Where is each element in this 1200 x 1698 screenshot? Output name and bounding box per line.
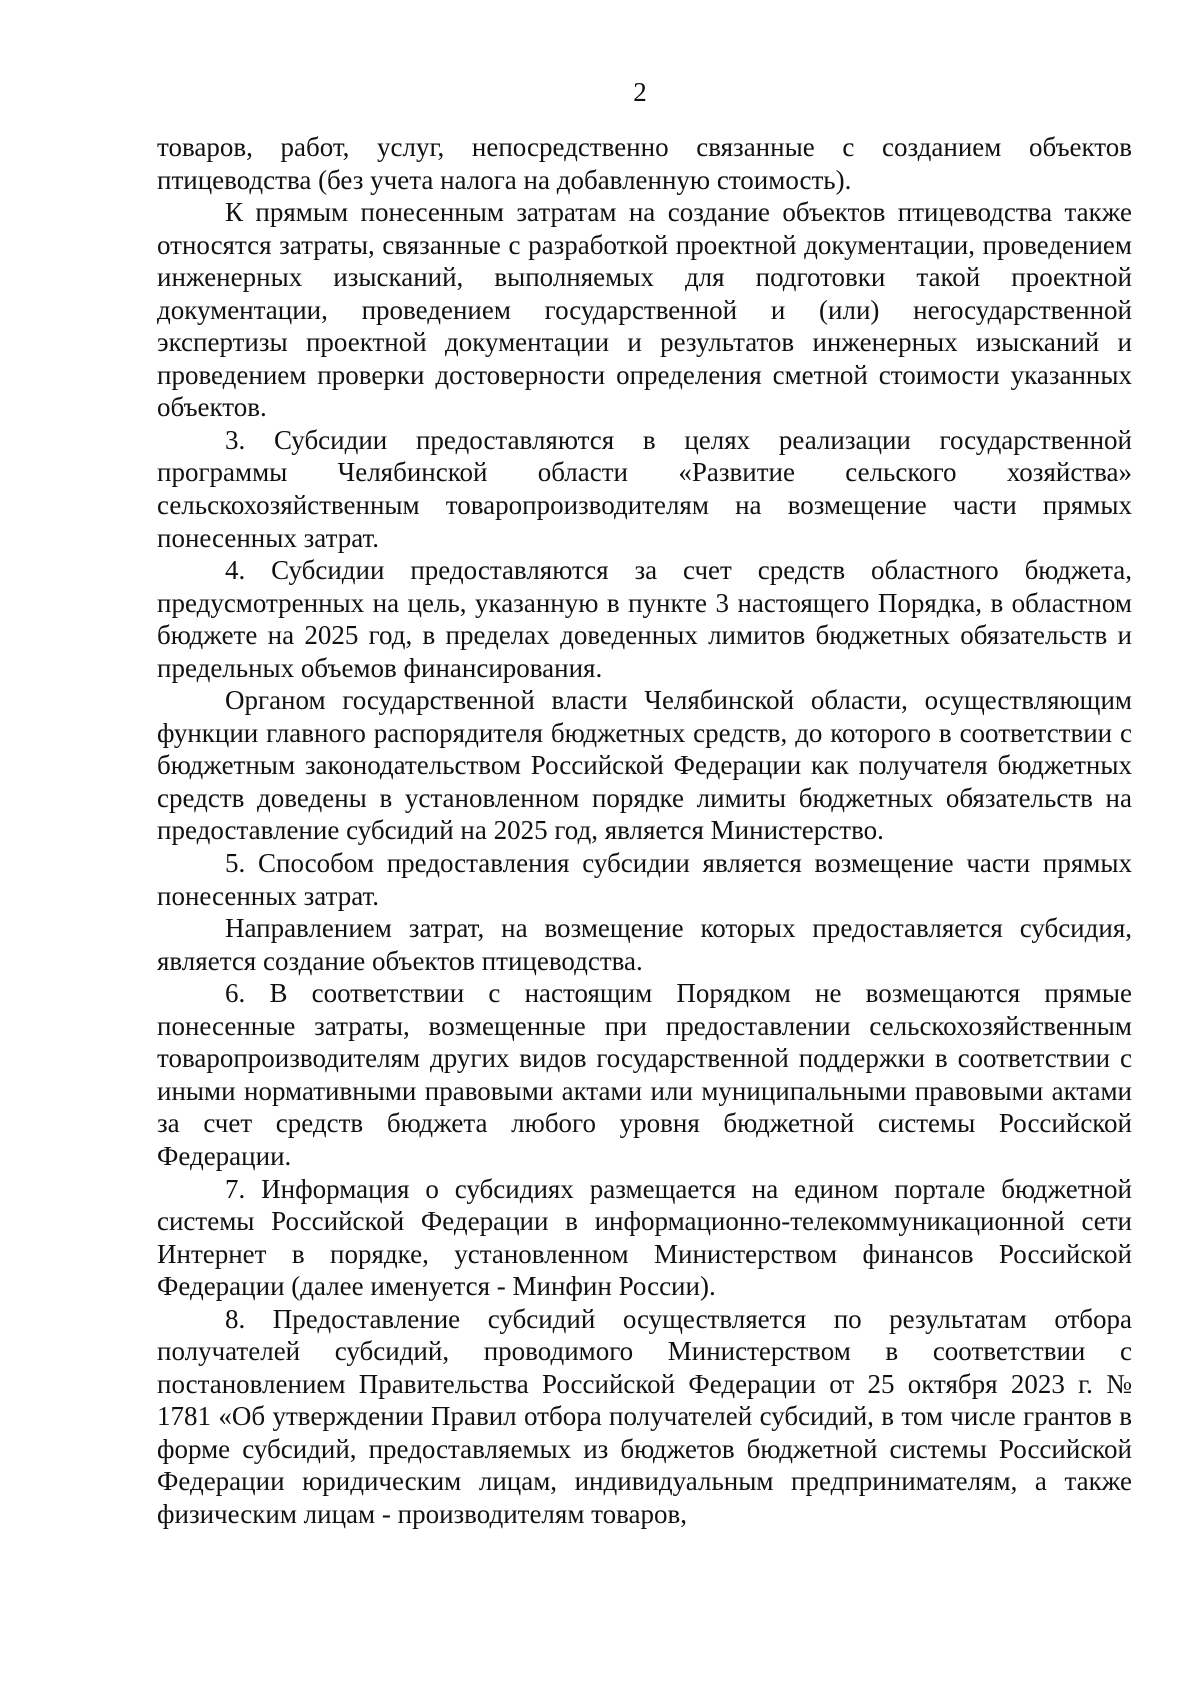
paragraph-item-3: 3. Субсидии предоставляются в целях реализации государственной программы Челябинской области «Развитие сельского хозяйства» сельскохозяйственным товаропроизводителям на возмещение части прямых понесенных затрат. [157, 424, 1132, 553]
document-body [157, 131, 1132, 1531]
page-number: 2 [633, 77, 647, 107]
paragraph-item-4-authority: Органом государственной власти Челябинской области, осуществляющим функции главного распорядителя бюджетных средств, до которого в соответствии с бюджетным законодательством Российской Федерации как получателя бюджетных средств доведены в установленном порядке лимиты бюджетных обязательств на предоставление субсидий на 2025 год, является Министерство. [157, 685, 1132, 846]
paragraph-item-6: 6. В соответствии с настоящим Порядком не возмещаются прямые понесенные затраты, возмещенные при предоставлении сельскохозяйственным товаропроизводителям других видов государственной поддержки в соответствии с иными нормативными правовыми актами или муниципальными правовыми актами за счет средств бюджета любого уровня бюджетной системы Российской Федерации. [157, 978, 1132, 1171]
paragraph-direct-costs: К прямым понесенным затратам на создание объектов птицеводства также относятся затраты, связанные с разработкой проектной документации, проведением инженерных изысканий, выполняемых для подготовки такой проектной документации, проведением государственной и (или) негосударственной экспертизы проектной документации и результатов инженерных изысканий и проведением проверки достоверности определения сметной стоимости указанных объектов. [157, 197, 1132, 423]
paragraph-item-5-direction: Направлением затрат, на возмещение которых предоставляется субсидия, является создание объектов птицеводства. [157, 913, 1132, 976]
paragraph-item-4: 4. Субсидии предоставляются за счет средств областного бюджета, предусмотренных на цель, указанную в пункте 3 настоящего Порядка, в областном бюджете на 2025 год, в пределах доведенных лимитов бюджетных обязательств и предельных объемов финансирования. [157, 555, 1132, 683]
paragraph-item-7: 7. Информация о субсидиях размещается на едином портале бюджетной системы Российской Федерации в информационно-телекоммуникационной сети Интернет в порядке, установленном Министерством финансов Российской Федерации (далее именуется - Минфин России). [157, 1173, 1132, 1302]
paragraph-continuation: товаров, работ, услуг, непосредственно связанные с созданием объектов птицеводства (без учета налога на добавленную стоимость). [157, 132, 1132, 195]
paragraph-item-8: 8. Предоставление субсидий осуществляется по результатам отбора получателей субсидий, проводимого Министерством в соответствии с постановлением Правительства Российской Федерации от 25 октября 2023 г. № 1781 «Об утверждении Правил отбора получателей субсидий, в том числе грантов в форме субсидий, предоставляемых из бюджетов бюджетной системы Российской Федерации юридическим лицам, индивидуальным предпринимателям, а также физическим лицам - производителям товаров, [157, 1303, 1132, 1529]
paragraph-item-5: 5. Способом предоставления субсидии является возмещение части прямых понесенных затрат. [157, 848, 1132, 911]
